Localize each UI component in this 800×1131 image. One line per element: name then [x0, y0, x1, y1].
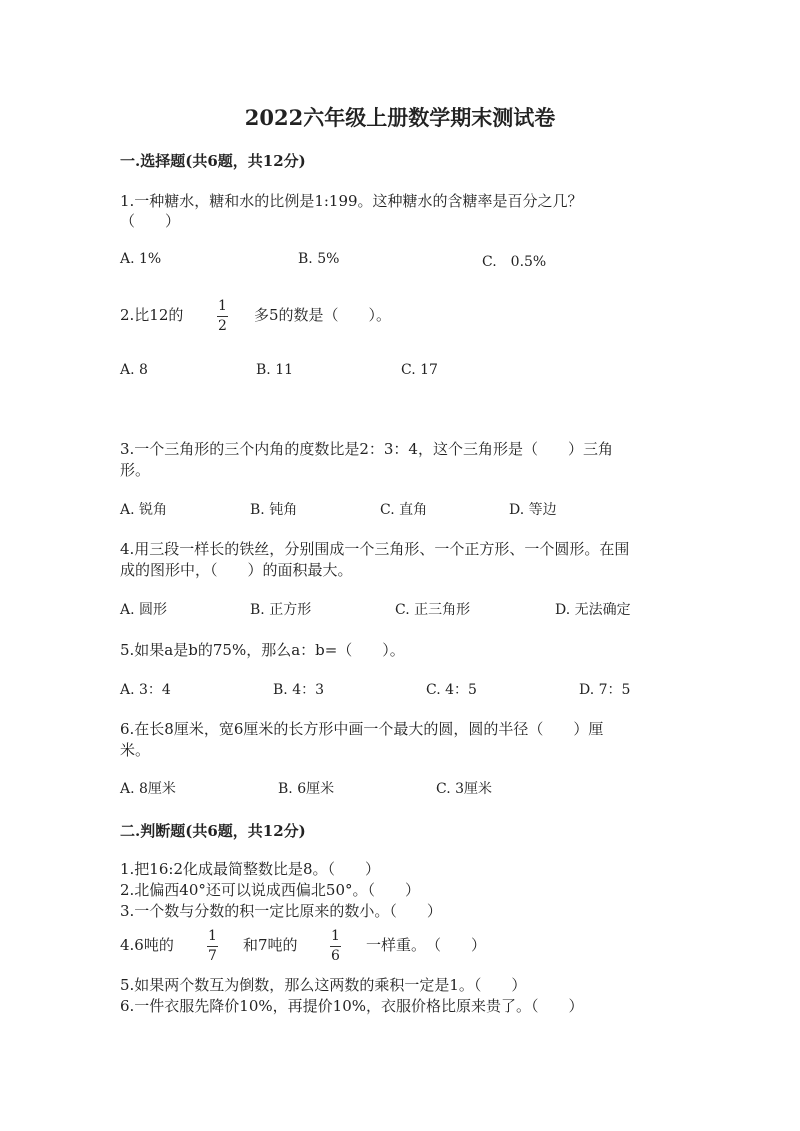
question-5-option-b: B. 4：3	[273, 682, 325, 698]
judgment-1: 1.把16:2化成最简整数比是8。（ ）	[120, 860, 381, 878]
section-heading-judgment: 二.判断题(共6题，共12分)	[120, 822, 306, 840]
question-1-option-c: C. 0.5%	[482, 254, 547, 270]
judgment-4-fraction-1	[207, 928, 218, 964]
judgment-4-fraction-2	[330, 928, 341, 964]
question-6-text-cont: 米。	[120, 741, 151, 759]
fraction-numerator: 1	[331, 928, 340, 944]
question-1-text: 1.一种糖水，糖和水的比例是1:199。这种糖水的含糖率是百分之几？	[120, 192, 583, 210]
question-5-option-c: C. 4：5	[426, 682, 477, 698]
question-2-option-a: A. 8	[120, 362, 148, 378]
question-1-blank: （ ）	[120, 212, 181, 230]
fraction-denominator: 2	[218, 318, 227, 334]
question-6-option-b: B. 6厘米	[278, 781, 335, 797]
question-4-option-a: A. 圆形	[120, 602, 168, 618]
judgment-2: 2.北偏西40°还可以说成西偏北50°。（ ）	[120, 881, 420, 899]
question-2-text-before: 2.比12的	[120, 306, 184, 324]
judgment-3: 3.一个数与分数的积一定比原来的数小。（ ）	[120, 902, 442, 920]
section-heading-choice: 一.选择题(共6题，共12分)	[120, 152, 306, 170]
question-3-option-d: D. 等边	[509, 502, 557, 518]
question-1-option-a: A. 1%	[120, 251, 162, 267]
fraction-numerator: 1	[208, 928, 217, 944]
page-title: 2022六年级上册数学期末测试卷	[244, 105, 556, 130]
question-6-option-a: A. 8厘米	[120, 781, 176, 797]
question-5-text: 5.如果a是b的75%，那么a：b=（ ）。	[120, 641, 405, 659]
fraction-denominator: 6	[331, 948, 340, 964]
fraction-numerator: 1	[218, 298, 227, 314]
question-5-option-d: D. 7：5	[579, 682, 631, 698]
question-4-option-d: D. 无法确定	[555, 602, 631, 618]
question-2-text-after: 多5的数是（ ）。	[254, 306, 392, 324]
fraction-denominator: 7	[208, 948, 217, 964]
fraction-bar	[207, 946, 218, 947]
judgment-4-part3: 一样重。 （ ）	[366, 936, 487, 954]
question-6-option-c: C. 3厘米	[436, 781, 493, 797]
question-2-option-b: B. 11	[256, 362, 294, 378]
judgment-4-part1: 4.6吨的	[120, 936, 174, 954]
question-6-text: 6.在长8厘米，宽6厘米的长方形中画一个最大的圆，圆的半径（ ）厘	[120, 720, 604, 738]
judgment-4-part2: 和7吨的	[243, 936, 298, 954]
judgment-6: 6.一件衣服先降价10%，再提价10%，衣服价格比原来贵了。（ ）	[120, 997, 584, 1015]
question-5-option-a: A. 3：4	[120, 682, 171, 698]
question-4-text-cont: 成的图形中，（ ）的面积最大。	[120, 561, 353, 579]
question-3-option-b: B. 钝角	[250, 502, 298, 518]
question-4-option-b: B. 正方形	[250, 602, 312, 618]
question-4-text: 4.用三段一样长的铁丝，分别围成一个三角形、一个正方形、一个圆形。在围	[120, 540, 630, 558]
question-2-option-c: C. 17	[401, 362, 438, 378]
question-1-option-b: B. 5%	[298, 251, 340, 267]
question-3-text: 3.一个三角形的三个内角的度数比是2：3：4，这个三角形是（ ）三角	[120, 440, 613, 458]
fraction-bar	[217, 316, 228, 317]
question-4-option-c: C. 正三角形	[395, 602, 471, 618]
question-3-text-cont: 形。	[120, 461, 151, 479]
fraction-bar	[330, 946, 341, 947]
question-3-option-c: C. 直角	[380, 502, 428, 518]
judgment-5: 5.如果两个数互为倒数，那么这两数的乘积一定是1。（ ）	[120, 976, 527, 994]
question-2-fraction	[217, 298, 228, 334]
question-3-option-a: A. 锐角	[120, 502, 168, 518]
